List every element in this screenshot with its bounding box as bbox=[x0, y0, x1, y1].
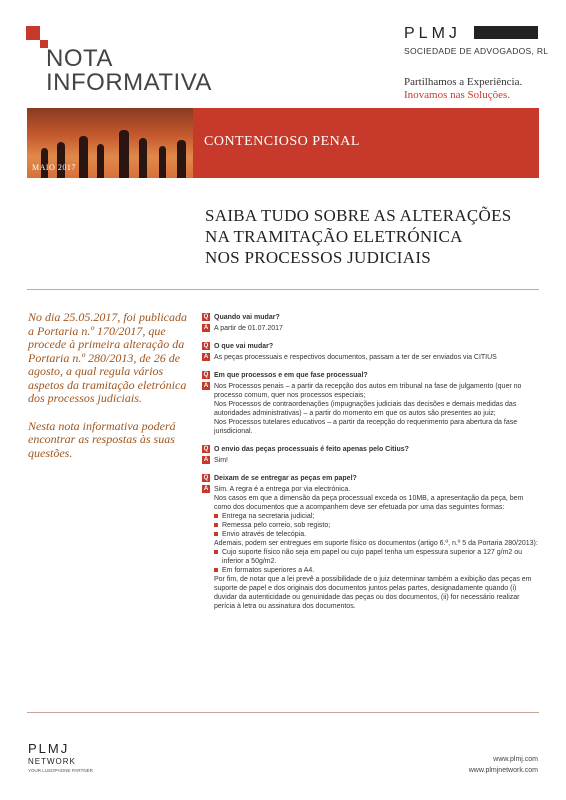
intro-paragraph-2: Nesta nota informativa poderá encontrar as respostas às suas questões. bbox=[28, 418, 176, 460]
bullet-icon bbox=[214, 568, 218, 572]
qa-section bbox=[202, 313, 539, 620]
list-item bbox=[214, 548, 539, 566]
section-title: CONTENCIOSO PENAL bbox=[204, 134, 360, 149]
answer-4: Sim! bbox=[214, 457, 228, 464]
answer-badge: A bbox=[203, 354, 209, 360]
intro-text bbox=[28, 311, 188, 460]
list-item bbox=[214, 530, 539, 539]
qa-block-5 bbox=[202, 474, 539, 611]
footer-network: NETWORK bbox=[28, 757, 76, 766]
nota-title-line2: INFORMATIVA bbox=[46, 69, 212, 96]
answer-5-bullet-2: Remessa pelo correio, sob registo; bbox=[222, 522, 331, 529]
answer-5-bullet-4: Cujo suporte físico não seja em papel ou cujo papel tenha um espessura superior a 127 g/m2 ou inferior a 50g/m2. bbox=[222, 549, 523, 565]
qa-block-2 bbox=[202, 342, 539, 362]
answer-badge: A bbox=[203, 325, 209, 331]
answer-5-p1: Sim. A regra é a entrega por via electrónica. bbox=[214, 486, 351, 493]
answer-5-p2: Nos casos em que a dimensão da peça processual exceda os 10MB, a apresentação da peça, bem como dos documentos que a acompanhem deve ser efetuada por uma das seguintes formas: bbox=[214, 495, 524, 511]
qa-block-3 bbox=[202, 371, 539, 436]
footer-link-plmjnetwork[interactable]: www.plmjnetwork.com bbox=[468, 767, 538, 774]
question-5: Deixam de se entregar as peças em papel? bbox=[214, 475, 357, 482]
bullet-icon bbox=[214, 523, 218, 527]
list-item bbox=[214, 512, 539, 521]
bullet-icon bbox=[214, 532, 218, 536]
firm-subtitle: SOCIEDADE DE ADVOGADOS, RL bbox=[404, 46, 549, 56]
question-badge: Q bbox=[203, 314, 209, 320]
footer-logo-text: PLMJ bbox=[28, 741, 70, 756]
question-badge: Q bbox=[203, 343, 209, 349]
answer-3-p1: Nos Processos penais – a partir da recepção dos autos em tribunal na fase de julgamento (quer no processo comum, quer nos processos especiais; bbox=[214, 383, 522, 399]
question-badge: Q bbox=[203, 372, 209, 378]
main-title bbox=[205, 205, 512, 268]
answer-2: As peças processuais e respectivos documentos, passam a ter de ser enviados via CITIUS bbox=[214, 354, 497, 361]
issue-date: MAIO 2017 bbox=[32, 163, 76, 172]
main-title-line1: SAIBA TUDO SOBRE AS ALTERAÇÕES bbox=[205, 206, 512, 225]
tagline-2: Inovamos nas Soluções. bbox=[404, 89, 511, 101]
question-3: Em que processos e em que fase processual? bbox=[214, 372, 368, 379]
firm-logo-bar bbox=[474, 26, 538, 39]
intro-paragraph-1: No dia 25.05.2017, foi publicada a Portaria n.º 170/2017, que procede à primeira alteração da Portaria n.º 280/2013, de 26 de agosto, a qual regula vários aspetos da tramitação eletrónica dos processos judiciais. bbox=[28, 310, 187, 405]
bullet-icon bbox=[214, 550, 218, 554]
question-badge: Q bbox=[203, 446, 209, 452]
list-item bbox=[214, 566, 539, 575]
answer-badge: A bbox=[203, 457, 209, 463]
firm-logo-text: PLMJ bbox=[404, 25, 461, 42]
answer-5-bullet-3: Envio através de telecópia. bbox=[222, 531, 307, 538]
nota-title-line1: NOTA bbox=[46, 45, 113, 72]
footer-partner: YOUR LUSOPHONE PARTNER bbox=[28, 768, 93, 773]
qa-block-1 bbox=[202, 313, 539, 333]
answer-1: A partir de 01.07.2017 bbox=[214, 325, 283, 332]
answer-3-p3: Nos Processos tutelares educativos – a partir da recepção do requerimento para abertura da fase jurisdicional. bbox=[214, 419, 518, 435]
main-title-line3: NOS PROCESSOS JUDICIAIS bbox=[205, 248, 432, 267]
question-badge: Q bbox=[203, 475, 209, 481]
answer-5-p3: Ademais, podem ser entregues em suporte físico os documentos (artigo 6.º, n.º 5 da Portaria 280/2013): bbox=[214, 540, 538, 547]
divider-top bbox=[27, 289, 539, 290]
logo-square-icon bbox=[26, 26, 40, 40]
answer-5-bullet-5: Em formatos superiores a A4. bbox=[222, 567, 315, 574]
bullet-icon bbox=[214, 514, 218, 518]
answer-badge: A bbox=[203, 486, 209, 492]
answer-5-bullet-1: Entrega na secretaria judicial; bbox=[222, 513, 315, 520]
tagline-1: Partilhamos a Experiência. bbox=[404, 76, 523, 88]
divider-bottom bbox=[27, 712, 539, 713]
answer-5-p4: Por fim, de notar que a lei prevê a possibilidade de o juiz determinar também a exibição das peças em suporte de papel e dos originais dos documentos juntos pelas partes, designadamente quando (i) duvidar da autenticidade ou genuinidade das peças ou dos documentos, (ii) for necessário realizar perícia à letra ou assinatura dos documentos. bbox=[214, 576, 532, 610]
answer-3-p2: Nos Processos de contraordenações (impugnações judiciais das decisões e demais medidas das autoridades administrativas) – a partir do momento em que os autos são presentes ao juiz; bbox=[214, 401, 517, 417]
answer-badge: A bbox=[203, 383, 209, 389]
footer-link-plmj[interactable]: www.plmj.com bbox=[493, 756, 538, 763]
question-2: O que vai mudar? bbox=[214, 343, 274, 350]
main-title-line2: NA TRAMITAÇÃO ELETRÓNICA bbox=[205, 227, 463, 246]
list-item bbox=[214, 521, 539, 530]
qa-block-4 bbox=[202, 445, 539, 465]
question-1: Quando vai mudar? bbox=[214, 314, 280, 321]
question-4: O envio das peças processuais é feito apenas pelo Citius? bbox=[214, 446, 409, 453]
